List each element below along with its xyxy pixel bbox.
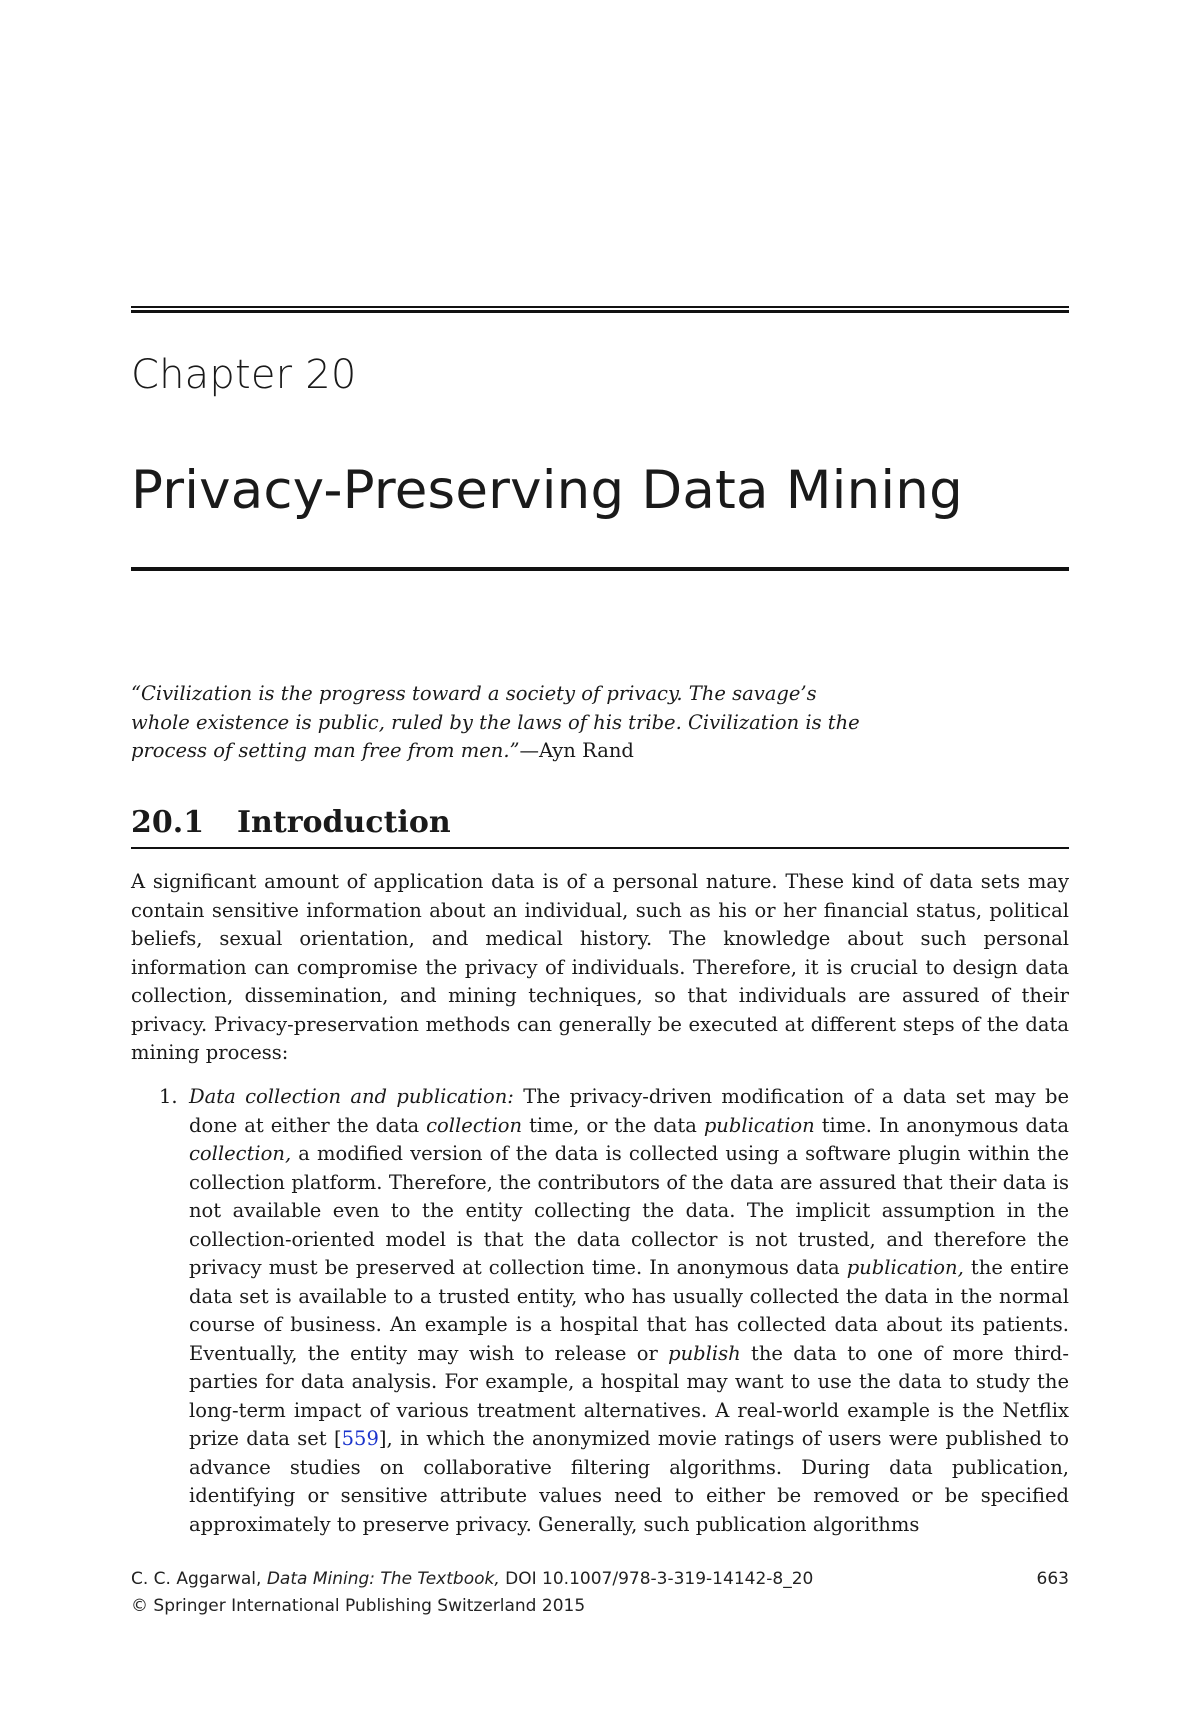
section-number: 20.1 [131, 805, 205, 840]
list-text: time. In anonymous data [821, 1113, 1070, 1137]
list-emphasis: collection, [189, 1142, 292, 1165]
list-item-lead: Data collection and publication: [189, 1085, 514, 1108]
epigraph [131, 680, 871, 766]
section-rule [131, 847, 1069, 849]
citation-link[interactable]: 559 [341, 1427, 379, 1450]
list-text: the data to one of more third-parties for data analysis. For example, a hospital may want to use the data to study the long-term impact of various treatment alternatives. A real-world example is the Netflix prize data set [ [189, 1341, 1069, 1450]
footer-citation [131, 1566, 813, 1592]
list-text: a modified version of the data is collected using a software plugin within the collection platform. Therefore, the contributors of the data are assured that their data is not available even to the entity collecting the data. The implicit assumption in the collection-oriented model is that the data collector is not trusted, and therefore the privacy must be preserved at collection time. In anonymous data [189, 1142, 1070, 1279]
book-page [131, 0, 1069, 1712]
chapter-label: Chapter 20 [131, 352, 357, 398]
chapter-title: Privacy-Preserving Data Mining [131, 460, 963, 521]
list-item-body [189, 1083, 1069, 1539]
intro-paragraph: A significant amount of application data is of a personal nature. These kind of data sets may contain sensitive information about an individual, such as his or her financial status, political beliefs, sexual orientation, and medical history. The knowledge about such personal information can compromise the privacy of individuals. Therefore, it is crucial to design data collection, dissemination, and mining techniques, so that individuals are assured of their privacy. Privacy-preservation methods can generally be executed at different steps of the data mining process: [131, 870, 1069, 1064]
footer-copyright: © Springer International Publishing Switzerland 2015 [131, 1596, 586, 1616]
list-text: The privacy-driven modification of a data set may be done at either the data [189, 1085, 1069, 1137]
list-text: ], in which the anonymized movie ratings of users were published to advance studies on collaborative filtering algorithms. During data publication, identifying or sensitive attribute values need to either be removed or be specified approximately to preserve privacy. Generally, such publication algorithms [189, 1427, 1070, 1536]
footer-author: C. C. Aggarwal, [131, 1569, 262, 1589]
epigraph-attribution: —Ayn Rand [519, 739, 634, 762]
chapter-top-rule [131, 306, 1069, 313]
footer-book-title: Data Mining: The Textbook, [266, 1569, 500, 1589]
list-emphasis: publish [668, 1341, 741, 1365]
chapter-bottom-rule [131, 567, 1069, 571]
list-text: the entire data set is available to a trusted entity, who has usually collected the data in the normal course of business. An example is a hospital that has collected data about its patients. Eventually, the entity may wish to release or [189, 1256, 1069, 1365]
list-emphasis: collection [426, 1113, 523, 1137]
list-item-number: 1. [159, 1085, 178, 1108]
footer-doi: DOI 10.1007/978-3-319-14142-8_20 [505, 1569, 814, 1589]
list-emphasis: publication [703, 1113, 815, 1137]
page-number: 663 [1036, 1569, 1069, 1589]
section-title: Introduction [237, 805, 451, 840]
list-emphasis: publication, [846, 1256, 964, 1279]
list-text: time, or the data [529, 1113, 697, 1137]
epigraph-quote: “Civilization is the progress toward a society of privacy. The savage’s whole existence is public, ruled by the laws of his tribe. Civilization is the process of setting man free from men.” [131, 682, 860, 762]
